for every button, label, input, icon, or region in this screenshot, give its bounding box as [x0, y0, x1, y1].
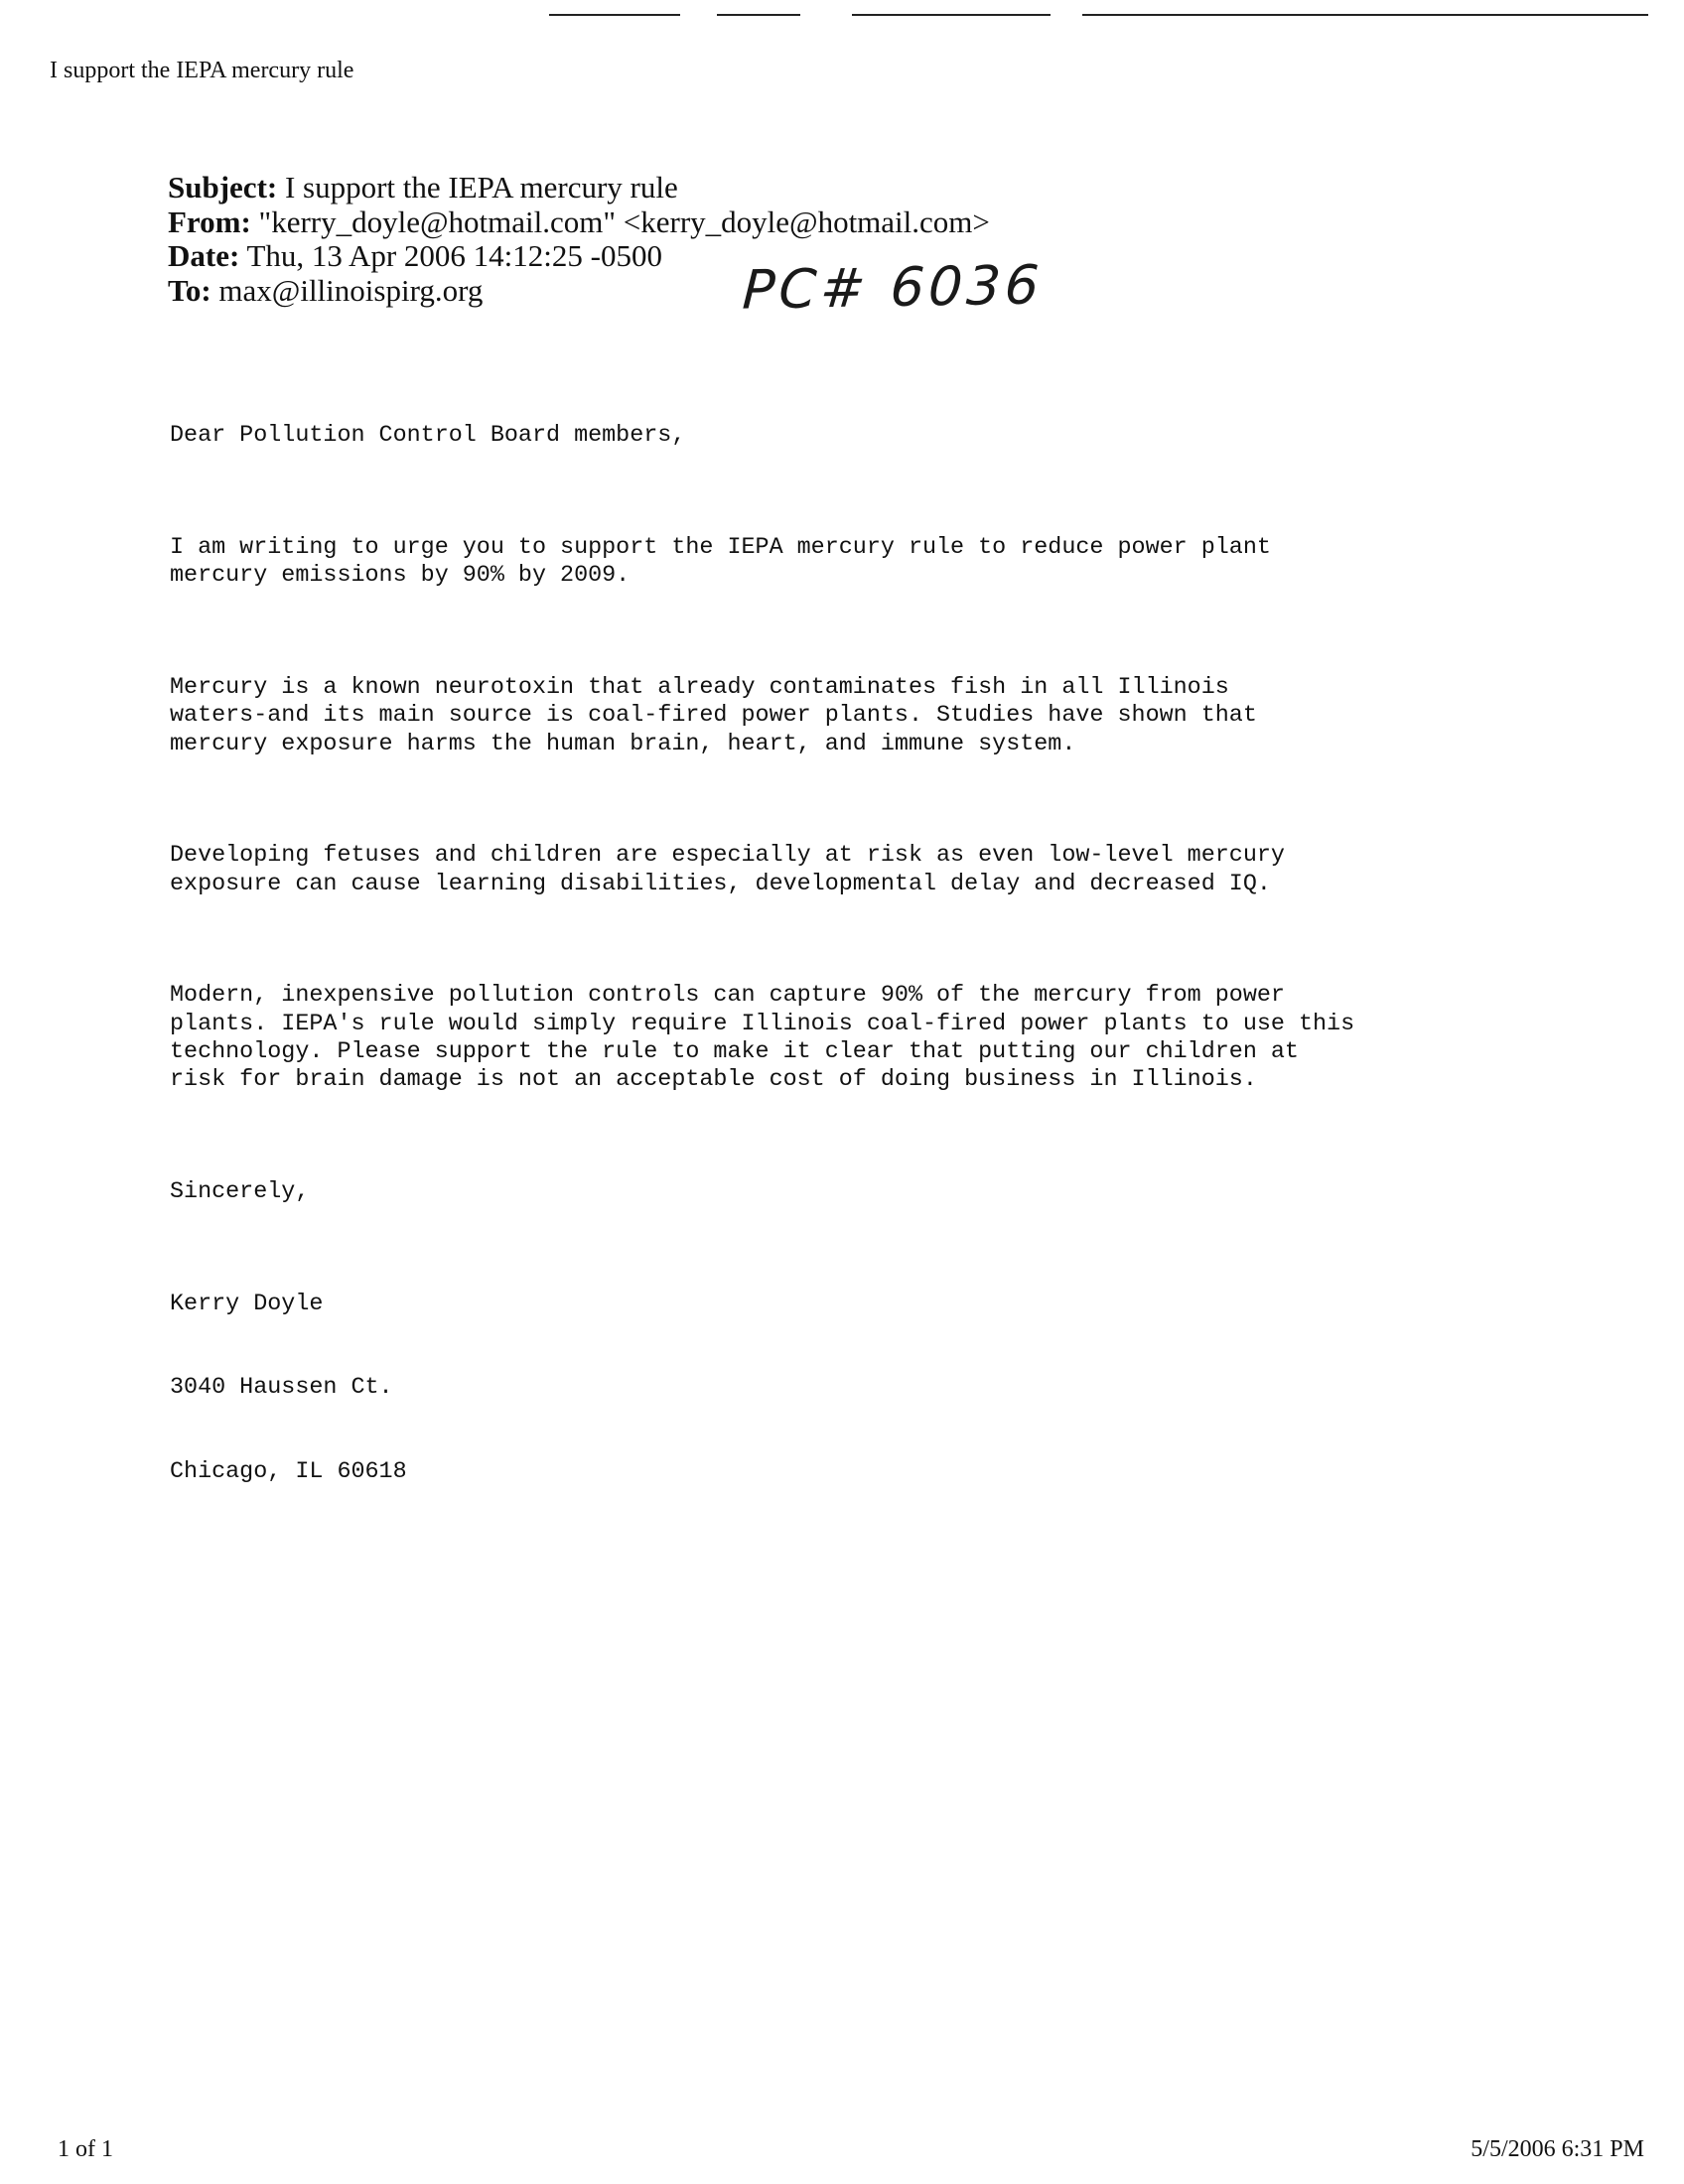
to-value: max@illinoispirg.org — [218, 272, 484, 308]
from-label: From: — [168, 204, 251, 239]
date-label: Date: — [168, 238, 240, 273]
signature-street: 3040 Haussen Ct. — [170, 1375, 393, 1402]
from-value: "kerry_doyle@hotmail.com" <kerry_doyle@hotmail.com> — [258, 204, 990, 239]
footer-page-count: 1 of 1 — [58, 2136, 113, 2162]
signature-name: Kerry Doyle — [170, 1291, 324, 1317]
print-header-title: I support the IEPA mercury rule — [50, 58, 354, 83]
subject-label: Subject: — [168, 170, 278, 205]
footer-timestamp: 5/5/2006 6:31 PM — [1471, 2136, 1644, 2162]
signature-city: Chicago, IL 60618 — [170, 1458, 407, 1485]
letter-paragraph-3: Developing fetuses and children are especially at risk as even low-level mercury exposure can cause learning disabilities, developmental delay and decreased IQ. — [170, 843, 1285, 897]
subject-value: I support the IEPA mercury rule — [284, 170, 678, 205]
letter-greeting: Dear Pollution Control Board members, — [170, 423, 686, 450]
letter-paragraph-4: Modern, inexpensive pollution controls can capture 90% of the mercury from power plants. IEPA's rule would simply require Illinois coal-fired power plants to use this technology. Please support the rule to make it clear that putting our children at risk for brain damage is not an acceptable cost of doing business in Illinois. — [170, 983, 1355, 1094]
letter-paragraph-2: Mercury is a known neurotoxin that already contaminates fish in all Illinois waters-and its main source is coal-fired power plants. Studies have shown that mercury exposure harms the human brain, heart, and immune system. — [170, 675, 1257, 757]
date-value: Thu, 13 Apr 2006 14:12:25 -0500 — [246, 238, 662, 273]
letter-paragraph-1: I am writing to urge you to support the IEPA mercury rule to reduce power plant mercury emissions by 90% by 2009. — [170, 535, 1271, 590]
letter-closing: Sincerely, — [170, 1178, 310, 1205]
handwritten-pc-number: PC# 6036 — [741, 253, 1045, 322]
letter-body — [170, 366, 1354, 1514]
to-label: To: — [168, 272, 211, 308]
from-row — [168, 205, 990, 240]
top-rule-lines — [0, 14, 1684, 18]
subject-row — [168, 171, 990, 205]
